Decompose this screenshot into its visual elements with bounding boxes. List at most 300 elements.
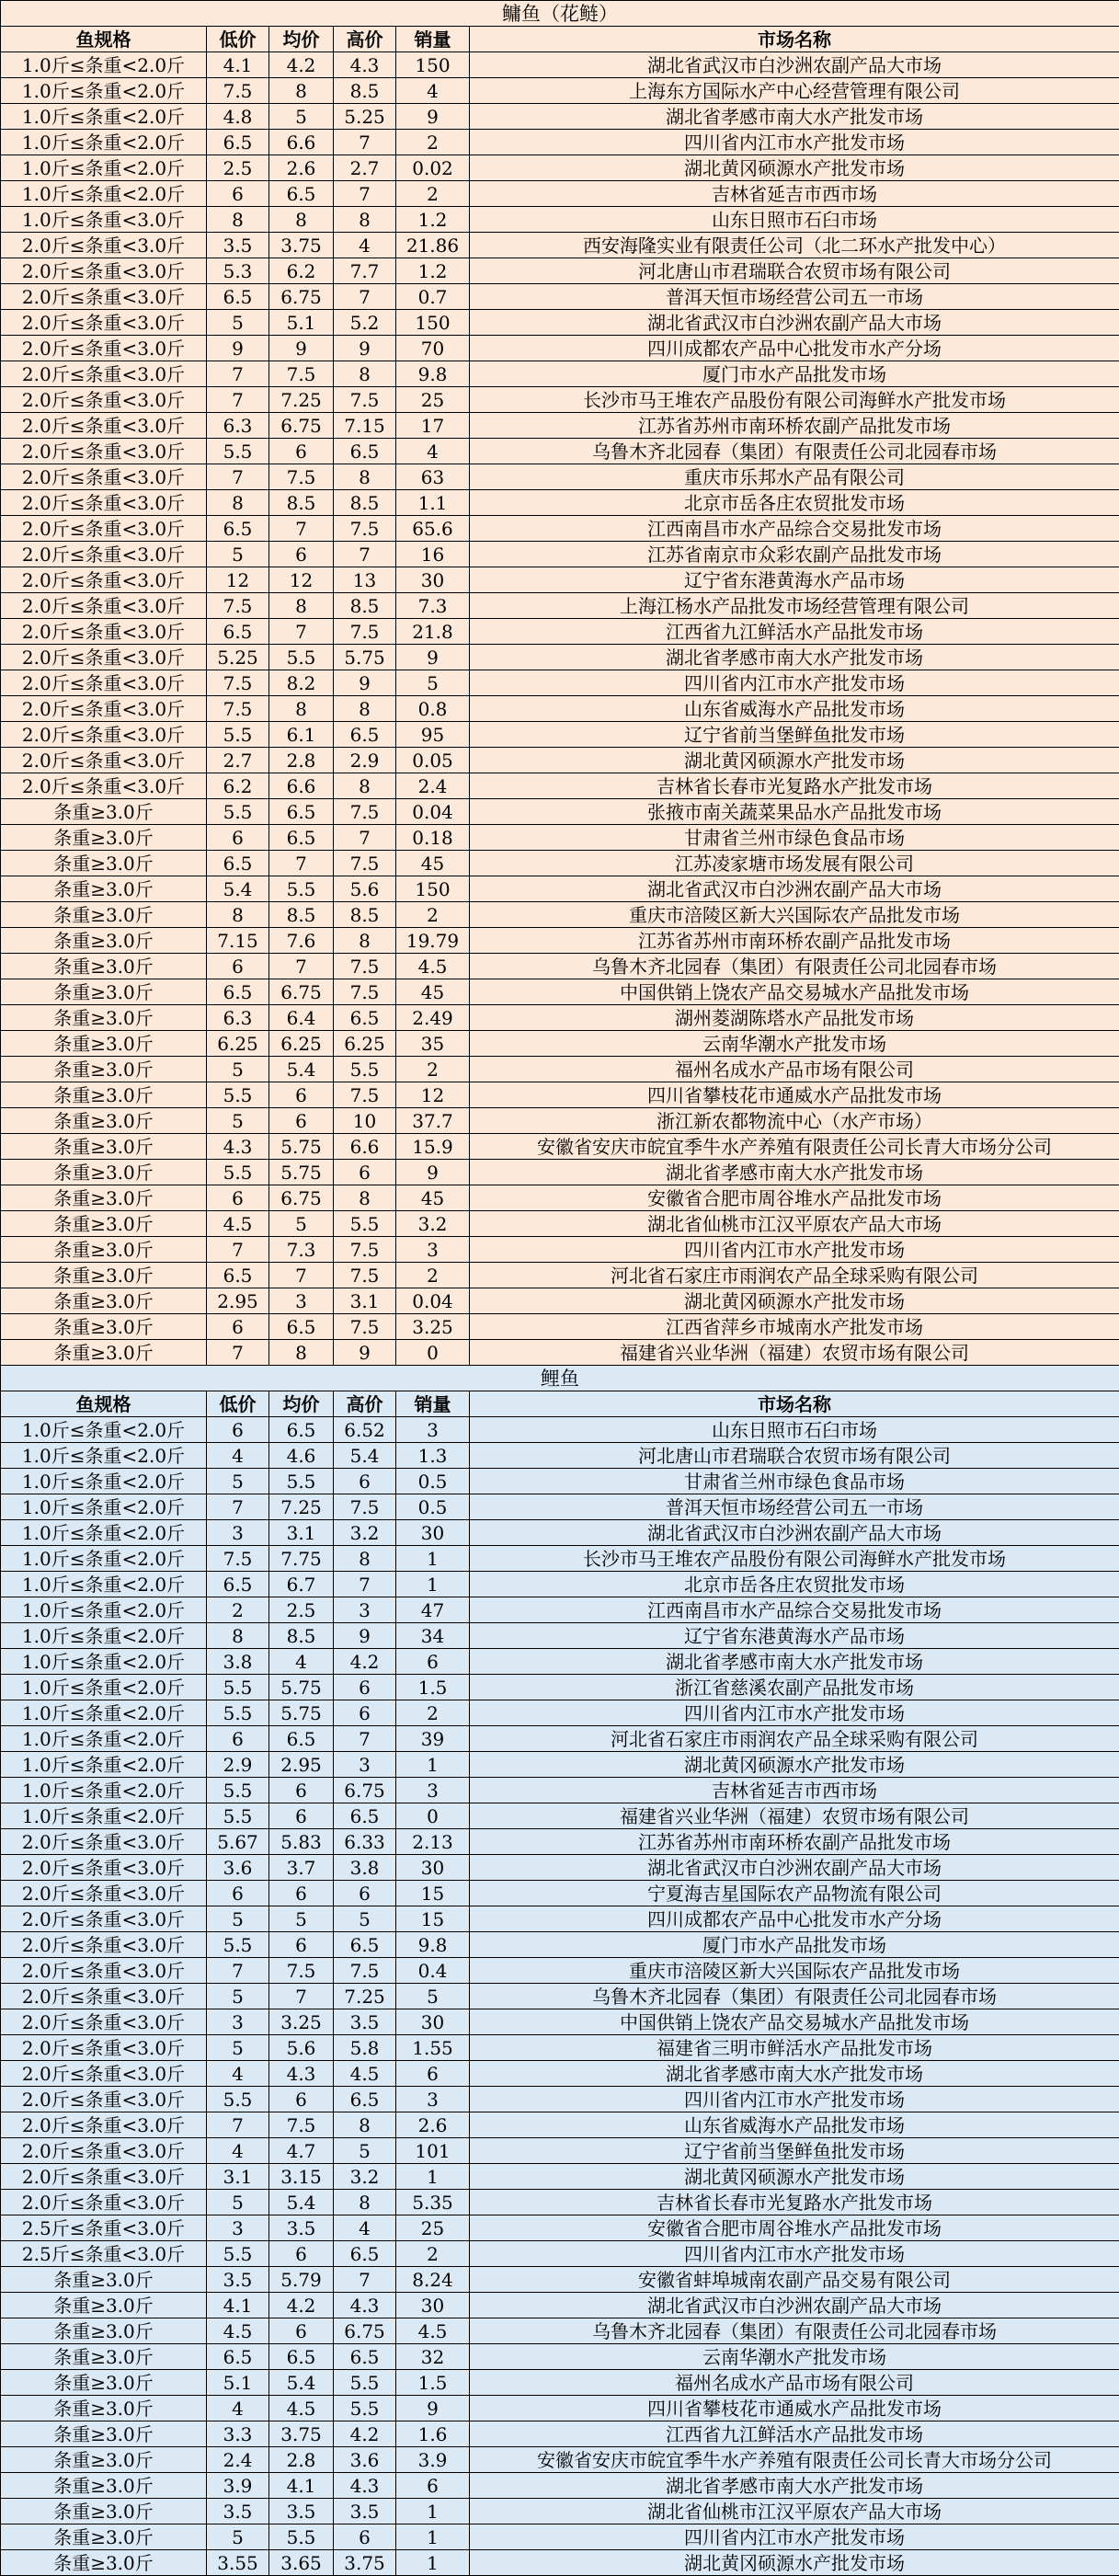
cell-high-price: 5.75 [334, 645, 396, 670]
cell-volume: 35 [396, 1031, 470, 1057]
cell-volume: 0.5 [396, 1469, 470, 1494]
cell-fish-spec: 2.0斤≤条重<3.0斤 [1, 619, 207, 645]
cell-fish-spec: 条重≥3.0斤 [1, 2344, 207, 2370]
cell-low-price: 6.5 [207, 1263, 269, 1288]
cell-fish-spec: 条重≥3.0斤 [1, 1211, 207, 1237]
cell-fish-spec: 2.0斤≤条重<3.0斤 [1, 490, 207, 516]
cell-low-price: 5.5 [207, 1803, 269, 1829]
cell-avg-price: 6.25 [269, 1031, 334, 1057]
cell-fish-spec: 条重≥3.0斤 [1, 1288, 207, 1314]
cell-market-name: 江苏凌家塘市场发展有限公司 [470, 851, 1119, 876]
cell-volume: 0.18 [396, 825, 470, 851]
cell-low-price: 3 [207, 2215, 269, 2241]
cell-low-price: 8 [207, 207, 269, 233]
cell-volume: 4.5 [396, 2318, 470, 2344]
cell-avg-price: 5.79 [269, 2267, 334, 2293]
cell-market-name: 福州名成水产品市场有限公司 [470, 2370, 1119, 2396]
cell-high-price: 5 [334, 2138, 396, 2164]
cell-volume: 4 [396, 78, 470, 104]
cell-fish-spec: 2.0斤≤条重<3.0斤 [1, 336, 207, 361]
cell-low-price: 6.2 [207, 773, 269, 799]
table-row [1, 2293, 1119, 2318]
cell-volume: 2.6 [396, 2112, 470, 2138]
cell-fish-spec: 条重≥3.0斤 [1, 1340, 207, 1366]
cell-avg-price: 7.3 [269, 1237, 334, 1263]
cell-fish-spec: 条重≥3.0斤 [1, 2447, 207, 2473]
cell-low-price: 2 [207, 1597, 269, 1623]
cell-market-name: 四川省攀枝花市通威水产品批发市场 [470, 1082, 1119, 1108]
cell-fish-spec: 1.0斤≤条重<2.0斤 [1, 1597, 207, 1623]
table-row [1, 2267, 1119, 2293]
table-row [1, 413, 1119, 439]
cell-high-price: 8 [334, 464, 396, 490]
cell-volume: 4.5 [396, 954, 470, 979]
cell-low-price: 6.3 [207, 413, 269, 439]
table-row [1, 439, 1119, 464]
cell-volume: 15.9 [396, 1134, 470, 1160]
cell-volume: 2.13 [396, 1829, 470, 1855]
table-row [1, 78, 1119, 104]
cell-volume: 30 [396, 1520, 470, 1546]
table-row [1, 1778, 1119, 1803]
cell-high-price: 7.5 [334, 851, 396, 876]
cell-volume: 150 [396, 310, 470, 336]
cell-avg-price: 2.6 [269, 155, 334, 181]
cell-fish-spec: 2.0斤≤条重<3.0斤 [1, 361, 207, 387]
table-row [1, 1211, 1119, 1237]
cell-avg-price: 12 [269, 567, 334, 593]
cell-low-price: 3.1 [207, 2164, 269, 2190]
cell-fish-spec: 1.0斤≤条重<2.0斤 [1, 1443, 207, 1469]
cell-volume: 2 [396, 130, 470, 155]
cell-fish-spec: 2.0斤≤条重<3.0斤 [1, 542, 207, 567]
cell-volume: 2.4 [396, 773, 470, 799]
cell-low-price: 6 [207, 1314, 269, 1340]
table-row [1, 1108, 1119, 1134]
cell-avg-price: 5.4 [269, 2190, 334, 2215]
cell-low-price: 2.4 [207, 2447, 269, 2473]
table-row [1, 2447, 1119, 2473]
cell-low-price: 7 [207, 361, 269, 387]
cell-high-price: 4.3 [334, 2473, 396, 2499]
column-header-fish-spec: 鱼规格 [1, 27, 207, 52]
cell-fish-spec: 条重≥3.0斤 [1, 1263, 207, 1288]
cell-avg-price: 2.8 [269, 748, 334, 773]
cell-high-price: 5.4 [334, 1443, 396, 1469]
table-row [1, 773, 1119, 799]
column-header-volume: 销量 [396, 1391, 470, 1417]
cell-avg-price: 2.95 [269, 1752, 334, 1778]
cell-market-name: 江苏省南京市众彩农副产品批发市场 [470, 542, 1119, 567]
cell-market-name: 安徽省蚌埠城南农副产品交易有限公司 [470, 2267, 1119, 2293]
cell-high-price: 6.5 [334, 1005, 396, 1031]
cell-market-name: 湖北省仙桃市江汉平原农产品大市场 [470, 1211, 1119, 1237]
table-row [1, 284, 1119, 310]
cell-low-price: 6.5 [207, 979, 269, 1005]
cell-high-price: 6.75 [334, 2318, 396, 2344]
cell-volume: 2 [396, 1700, 470, 1726]
cell-volume: 2 [396, 181, 470, 207]
cell-market-name: 乌鲁木齐北园春（集团）有限责任公司北园春市场 [470, 1984, 1119, 2009]
cell-avg-price: 5 [269, 104, 334, 130]
cell-avg-price: 6.75 [269, 413, 334, 439]
cell-market-name: 乌鲁木齐北园春（集团）有限责任公司北园春市场 [470, 2318, 1119, 2344]
cell-market-name: 上海东方国际水产中心经营管理有限公司 [470, 78, 1119, 104]
cell-avg-price: 2.8 [269, 2447, 334, 2473]
cell-volume: 1 [396, 2164, 470, 2190]
cell-high-price: 6.75 [334, 1778, 396, 1803]
cell-low-price: 3.5 [207, 2267, 269, 2293]
cell-high-price: 2.9 [334, 748, 396, 773]
cell-high-price: 7.5 [334, 387, 396, 413]
cell-market-name: 湖北黄冈硕源水产批发市场 [470, 1752, 1119, 1778]
cell-market-name: 辽宁省前当堡鲜鱼批发市场 [470, 722, 1119, 748]
cell-volume: 0.04 [396, 799, 470, 825]
cell-high-price: 6 [334, 1881, 396, 1906]
cell-avg-price: 5.5 [269, 2524, 334, 2550]
cell-high-price: 8 [334, 1546, 396, 1572]
cell-market-name: 福建省三明市鲜活水产品批发市场 [470, 2035, 1119, 2061]
cell-avg-price: 5.4 [269, 2370, 334, 2396]
cell-fish-spec: 条重≥3.0斤 [1, 2318, 207, 2344]
table-row [1, 1185, 1119, 1211]
cell-market-name: 四川成都农产品中心批发市水产分场 [470, 336, 1119, 361]
cell-avg-price: 6.5 [269, 825, 334, 851]
cell-avg-price: 4.6 [269, 1443, 334, 1469]
cell-low-price: 5 [207, 1108, 269, 1134]
cell-high-price: 7 [334, 542, 396, 567]
table-row [1, 1623, 1119, 1649]
cell-fish-spec: 条重≥3.0斤 [1, 2370, 207, 2396]
table-row [1, 2035, 1119, 2061]
table-row [1, 2215, 1119, 2241]
table-row [1, 979, 1119, 1005]
cell-high-price: 7 [334, 1726, 396, 1752]
cell-high-price: 7.7 [334, 258, 396, 284]
cell-market-name: 江西省九江鲜活水产品批发市场 [470, 619, 1119, 645]
cell-market-name: 山东省威海水产品批发市场 [470, 2112, 1119, 2138]
cell-volume: 9.8 [396, 1932, 470, 1958]
table-row [1, 567, 1119, 593]
cell-fish-spec: 2.0斤≤条重<3.0斤 [1, 2190, 207, 2215]
cell-volume: 5.35 [396, 2190, 470, 2215]
cell-high-price: 7.5 [334, 1958, 396, 1984]
cell-low-price: 5 [207, 310, 269, 336]
cell-high-price: 7 [334, 825, 396, 851]
table-row [1, 1984, 1119, 2009]
table-row [1, 1469, 1119, 1494]
cell-volume: 70 [396, 336, 470, 361]
cell-avg-price: 6 [269, 542, 334, 567]
cell-volume: 3.25 [396, 1314, 470, 1340]
cell-volume: 1.6 [396, 2421, 470, 2447]
cell-low-price: 4.1 [207, 52, 269, 78]
cell-volume: 150 [396, 52, 470, 78]
cell-high-price: 6.52 [334, 1417, 396, 1443]
cell-high-price: 8.5 [334, 490, 396, 516]
cell-avg-price: 8.5 [269, 902, 334, 928]
cell-fish-spec: 条重≥3.0斤 [1, 2293, 207, 2318]
cell-avg-price: 8.5 [269, 490, 334, 516]
cell-avg-price: 7 [269, 1263, 334, 1288]
table-row [1, 876, 1119, 902]
cell-low-price: 5.5 [207, 1778, 269, 1803]
cell-market-name: 湖北黄冈硕源水产批发市场 [470, 155, 1119, 181]
cell-avg-price: 6 [269, 1108, 334, 1134]
cell-volume: 6 [396, 2473, 470, 2499]
cell-high-price: 4.2 [334, 1649, 396, 1675]
cell-market-name: 江西省九江鲜活水产品批发市场 [470, 2421, 1119, 2447]
table-row [1, 1700, 1119, 1726]
cell-avg-price: 5.83 [269, 1829, 334, 1855]
cell-low-price: 3 [207, 1520, 269, 1546]
cell-fish-spec: 1.0斤≤条重<2.0斤 [1, 155, 207, 181]
cell-market-name: 河北省石家庄市雨润农产品全球采购有限公司 [470, 1726, 1119, 1752]
cell-volume: 25 [396, 2215, 470, 2241]
cell-avg-price: 7.5 [269, 361, 334, 387]
cell-high-price: 4.5 [334, 2061, 396, 2087]
cell-low-price: 8 [207, 490, 269, 516]
cell-market-name: 普洱天恒市场经营公司五一市场 [470, 284, 1119, 310]
table-row [1, 2164, 1119, 2190]
cell-fish-spec: 1.0斤≤条重<2.0斤 [1, 1803, 207, 1829]
cell-low-price: 5.5 [207, 1160, 269, 1185]
table-row [1, 2190, 1119, 2215]
cell-high-price: 6 [334, 2524, 396, 2550]
cell-low-price: 5 [207, 1906, 269, 1932]
cell-low-price: 4 [207, 1443, 269, 1469]
cell-high-price: 3.1 [334, 1288, 396, 1314]
cell-market-name: 江西南昌市水产品综合交易批发市场 [470, 516, 1119, 542]
cell-avg-price: 3.75 [269, 2421, 334, 2447]
cell-volume: 8.24 [396, 2267, 470, 2293]
cell-avg-price: 5 [269, 1211, 334, 1237]
column-header-avg-price: 均价 [269, 1391, 334, 1417]
table-row [1, 233, 1119, 258]
cell-high-price: 6.25 [334, 1031, 396, 1057]
cell-avg-price: 7.25 [269, 1494, 334, 1520]
cell-fish-spec: 2.0斤≤条重<3.0斤 [1, 2112, 207, 2138]
cell-volume: 21.8 [396, 619, 470, 645]
table-row [1, 1906, 1119, 1932]
cell-volume: 1 [396, 1546, 470, 1572]
cell-volume: 2 [396, 902, 470, 928]
cell-fish-spec: 条重≥3.0斤 [1, 928, 207, 954]
cell-low-price: 8 [207, 902, 269, 928]
table-row [1, 130, 1119, 155]
table-row [1, 825, 1119, 851]
cell-avg-price: 3.1 [269, 1520, 334, 1546]
cell-volume: 3.2 [396, 1211, 470, 1237]
cell-high-price: 8 [334, 928, 396, 954]
cell-market-name: 福州名成水产品市场有限公司 [470, 1057, 1119, 1082]
cell-low-price: 5.1 [207, 2370, 269, 2396]
table-row [1, 2061, 1119, 2087]
cell-volume: 16 [396, 542, 470, 567]
cell-low-price: 7 [207, 1958, 269, 1984]
cell-avg-price: 6 [269, 2318, 334, 2344]
cell-low-price: 5 [207, 1469, 269, 1494]
cell-volume: 5 [396, 670, 470, 696]
cell-volume: 9 [396, 1160, 470, 1185]
cell-market-name: 湖州菱湖陈塔水产品批发市场 [470, 1005, 1119, 1031]
cell-volume: 12 [396, 1082, 470, 1108]
cell-avg-price: 2.5 [269, 1597, 334, 1623]
cell-high-price: 7.15 [334, 413, 396, 439]
cell-avg-price: 5.75 [269, 1700, 334, 1726]
cell-volume: 6 [396, 2061, 470, 2087]
table-row [1, 310, 1119, 336]
cell-high-price: 3.2 [334, 1520, 396, 1546]
column-header-high-price: 高价 [334, 1391, 396, 1417]
cell-volume: 7.3 [396, 593, 470, 619]
cell-fish-spec: 2.0斤≤条重<3.0斤 [1, 1984, 207, 2009]
table-row [1, 722, 1119, 748]
cell-high-price: 7.5 [334, 619, 396, 645]
cell-avg-price: 7.25 [269, 387, 334, 413]
cell-low-price: 7 [207, 2112, 269, 2138]
cell-volume: 45 [396, 979, 470, 1005]
cell-fish-spec: 条重≥3.0斤 [1, 1005, 207, 1031]
cell-low-price: 4.8 [207, 104, 269, 130]
cell-market-name: 北京市岳各庄农贸批发市场 [470, 1572, 1119, 1597]
cell-low-price: 7.5 [207, 593, 269, 619]
cell-volume: 9 [396, 104, 470, 130]
cell-avg-price: 6 [269, 1881, 334, 1906]
cell-avg-price: 5.5 [269, 1469, 334, 1494]
cell-avg-price: 3 [269, 1288, 334, 1314]
table-row [1, 1005, 1119, 1031]
cell-fish-spec: 2.0斤≤条重<3.0斤 [1, 670, 207, 696]
cell-market-name: 中国供销上饶农产品交易城水产品批发市场 [470, 979, 1119, 1005]
cell-fish-spec: 1.0斤≤条重<2.0斤 [1, 1778, 207, 1803]
cell-high-price: 7 [334, 284, 396, 310]
cell-high-price: 7.5 [334, 1263, 396, 1288]
cell-volume: 65.6 [396, 516, 470, 542]
cell-low-price: 2.5 [207, 155, 269, 181]
table-row [1, 2241, 1119, 2267]
cell-fish-spec: 2.0斤≤条重<3.0斤 [1, 258, 207, 284]
cell-low-price: 7.5 [207, 78, 269, 104]
cell-volume: 45 [396, 851, 470, 876]
cell-volume: 1 [396, 2524, 470, 2550]
cell-fish-spec: 1.0斤≤条重<2.0斤 [1, 78, 207, 104]
cell-market-name: 四川省攀枝花市通威水产品批发市场 [470, 2396, 1119, 2421]
cell-avg-price: 3.15 [269, 2164, 334, 2190]
cell-market-name: 四川成都农产品中心批发市水产分场 [470, 1906, 1119, 1932]
cell-avg-price: 8 [269, 78, 334, 104]
cell-avg-price: 7.5 [269, 1958, 334, 1984]
table-row [1, 670, 1119, 696]
cell-fish-spec: 1.0斤≤条重<2.0斤 [1, 1649, 207, 1675]
cell-volume: 0.02 [396, 155, 470, 181]
cell-fish-spec: 1.0斤≤条重<3.0斤 [1, 207, 207, 233]
cell-volume: 0.8 [396, 696, 470, 722]
cell-high-price: 3.8 [334, 1855, 396, 1881]
cell-market-name: 湖北省仙桃市江汉平原农产品大市场 [470, 2499, 1119, 2524]
cell-fish-spec: 条重≥3.0斤 [1, 825, 207, 851]
cell-low-price: 3.3 [207, 2421, 269, 2447]
cell-high-price: 9 [334, 1623, 396, 1649]
cell-low-price: 3.55 [207, 2550, 269, 2576]
table-row [1, 361, 1119, 387]
cell-avg-price: 6.6 [269, 130, 334, 155]
table-row [1, 1803, 1119, 1829]
cell-fish-spec: 1.0斤≤条重<2.0斤 [1, 1546, 207, 1572]
cell-market-name: 安徽省安庆市皖宜季牛水产养殖有限责任公司长青大市场分公司 [470, 1134, 1119, 1160]
cell-avg-price: 7.5 [269, 464, 334, 490]
cell-market-name: 湖北省武汉市白沙洲农副产品大市场 [470, 2293, 1119, 2318]
table-row [1, 387, 1119, 413]
cell-market-name: 云南华潮水产批发市场 [470, 2344, 1119, 2370]
cell-market-name: 江苏省苏州市南环桥农副产品批发市场 [470, 1829, 1119, 1855]
table-row [1, 2524, 1119, 2550]
cell-high-price: 6.6 [334, 1134, 396, 1160]
cell-avg-price: 9 [269, 336, 334, 361]
cell-avg-price: 7 [269, 954, 334, 979]
cell-fish-spec: 2.5斤≤条重<3.0斤 [1, 2241, 207, 2267]
table-row [1, 1546, 1119, 1572]
table-row [1, 52, 1119, 78]
cell-fish-spec: 2.0斤≤条重<3.0斤 [1, 516, 207, 542]
cell-market-name: 四川省内江市水产批发市场 [470, 2524, 1119, 2550]
cell-market-name: 福建省兴业华洲（福建）农贸市场有限公司 [470, 1340, 1119, 1366]
cell-avg-price: 8.5 [269, 1623, 334, 1649]
column-header-low-price: 低价 [207, 1391, 269, 1417]
cell-avg-price: 6 [269, 1803, 334, 1829]
cell-volume: 5 [396, 1984, 470, 2009]
table-row [1, 954, 1119, 979]
cell-avg-price: 5.75 [269, 1160, 334, 1185]
table-row [1, 645, 1119, 670]
cell-market-name: 安徽省安庆市皖宜季牛水产养殖有限责任公司长青大市场分公司 [470, 2447, 1119, 2473]
cell-low-price: 5.5 [207, 799, 269, 825]
cell-low-price: 5.5 [207, 1675, 269, 1700]
cell-low-price: 6 [207, 1881, 269, 1906]
cell-high-price: 8 [334, 696, 396, 722]
cell-market-name: 普洱天恒市场经营公司五一市场 [470, 1494, 1119, 1520]
cell-high-price: 8 [334, 207, 396, 233]
cell-market-name: 中国供销上饶农产品交易城水产品批发市场 [470, 2009, 1119, 2035]
cell-high-price: 5.5 [334, 2370, 396, 2396]
cell-fish-spec: 2.0斤≤条重<3.0斤 [1, 2061, 207, 2087]
cell-avg-price: 8 [269, 207, 334, 233]
cell-fish-spec: 1.0斤≤条重<2.0斤 [1, 52, 207, 78]
cell-market-name: 四川省内江市水产批发市场 [470, 2241, 1119, 2267]
cell-fish-spec: 条重≥3.0斤 [1, 1314, 207, 1340]
section-title: 鳙鱼（花鲢） [1, 1, 1119, 27]
cell-low-price: 6 [207, 825, 269, 851]
table-row [1, 1881, 1119, 1906]
cell-low-price: 6.5 [207, 130, 269, 155]
cell-fish-spec: 2.0斤≤条重<3.0斤 [1, 2164, 207, 2190]
cell-avg-price: 6 [269, 2087, 334, 2112]
cell-market-name: 湖北黄冈硕源水产批发市场 [470, 748, 1119, 773]
cell-high-price: 5.5 [334, 1211, 396, 1237]
section-title-row [1, 1, 1119, 27]
cell-low-price: 7 [207, 1494, 269, 1520]
table-row [1, 181, 1119, 207]
cell-market-name: 宁夏海吉星国际农产品物流有限公司 [470, 1881, 1119, 1906]
table-row [1, 2112, 1119, 2138]
cell-market-name: 湖北黄冈硕源水产批发市场 [470, 2164, 1119, 2190]
cell-fish-spec: 1.0斤≤条重<2.0斤 [1, 1675, 207, 1700]
cell-fish-spec: 条重≥3.0斤 [1, 2421, 207, 2447]
cell-low-price: 2.9 [207, 1752, 269, 1778]
table-row [1, 1494, 1119, 1520]
column-header-fish-spec: 鱼规格 [1, 1391, 207, 1417]
cell-low-price: 7.5 [207, 696, 269, 722]
